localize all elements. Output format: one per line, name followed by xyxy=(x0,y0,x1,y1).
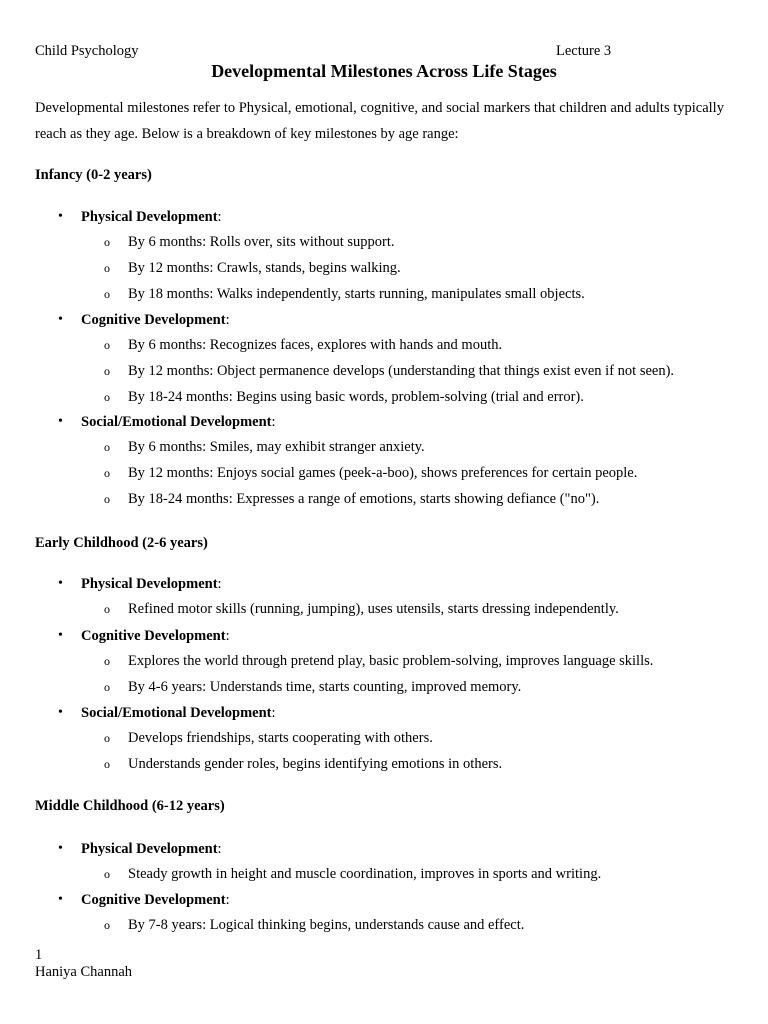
bullet-item: • Social/Emotional Development: xyxy=(58,705,276,721)
sub-bullet-item xyxy=(0,286,768,306)
sub-bullet-text: By 7-8 years: Logical thinking begins, understands cause and effect. xyxy=(128,917,525,933)
sub-bullet-text: By 18-24 months: Begins using basic words, problem-solving (trial and error). xyxy=(128,389,584,405)
sub-bullet-text: Understands gender roles, begins identifying emotions in others. xyxy=(128,756,503,772)
bullet-label: Physical Development xyxy=(81,576,218,592)
sub-bullet-marker: o xyxy=(104,757,110,771)
sub-bullet-text: By 6 months: Smiles, may exhibit stranger anxiety. xyxy=(128,439,425,455)
sub-bullet-marker: o xyxy=(104,338,110,352)
sub-bullet-text: By 12 months: Object permanence develops (understanding that things exist even if not seen). xyxy=(128,363,675,379)
sub-bullet-item xyxy=(0,730,768,750)
header-lecture: Lecture 3 xyxy=(556,43,612,59)
sub-bullet-item xyxy=(0,679,768,699)
sub-bullet-marker: o xyxy=(104,440,110,454)
bullet-marker: • xyxy=(58,892,63,907)
section-heading: Middle Childhood (6-12 years) xyxy=(35,798,225,814)
sub-bullet-text: By 12 months: Crawls, stands, begins walking. xyxy=(128,260,401,276)
sub-bullet-item xyxy=(0,917,768,937)
bullet-label: Cognitive Development xyxy=(81,892,226,908)
sub-bullet-text: By 12 months: Enjoys social games (peek-a-boo), shows preferences for certain people. xyxy=(128,465,638,481)
page-title: Developmental Milestones Across Life Stages xyxy=(211,61,557,81)
bullet-item: • Cognitive Development: xyxy=(58,892,230,908)
bullet-marker: • xyxy=(58,841,63,856)
sub-bullet-text: Steady growth in height and muscle coordination, improves in sports and writing. xyxy=(128,866,602,882)
sub-bullet-item xyxy=(0,866,768,886)
bullet-label: Physical Development xyxy=(81,841,218,857)
bullet-label: Cognitive Development xyxy=(81,628,226,644)
sub-bullet-marker: o xyxy=(104,492,110,506)
bullet-item: • Cognitive Development: xyxy=(58,628,230,644)
sub-bullet-marker: o xyxy=(104,466,110,480)
footer-author: Haniya Channah xyxy=(35,964,133,980)
bullet-marker: • xyxy=(58,312,63,327)
sub-bullet-text: By 4-6 years: Understands time, starts counting, improved memory. xyxy=(128,679,522,695)
sub-bullet-marker: o xyxy=(104,654,110,668)
sub-bullet-item xyxy=(0,363,768,383)
bullet-label: Social/Emotional Development xyxy=(81,414,272,430)
sub-bullet-marker: o xyxy=(104,602,110,616)
sub-bullet-item xyxy=(0,389,768,409)
bullet-item: • Social/Emotional Development: xyxy=(58,414,276,430)
bullet-label: Physical Development xyxy=(81,209,218,225)
sub-bullet-marker: o xyxy=(104,287,110,301)
sub-bullet-marker: o xyxy=(104,235,110,249)
sub-bullet-text: By 6 months: Recognizes faces, explores with hands and mouth. xyxy=(128,337,503,353)
sub-bullet-text: By 6 months: Rolls over, sits without support. xyxy=(128,234,395,250)
sub-bullet-marker: o xyxy=(104,918,110,932)
sub-bullet-marker: o xyxy=(104,731,110,745)
bullet-marker: • xyxy=(58,414,63,429)
sub-bullet-item xyxy=(0,337,768,357)
sub-bullet-marker: o xyxy=(104,867,110,881)
bullet-marker: • xyxy=(58,576,63,591)
sub-bullet-marker: o xyxy=(104,261,110,275)
bullet-label: Cognitive Development xyxy=(81,312,226,328)
sub-bullet-text: Refined motor skills (running, jumping), uses utensils, starts dressing independently. xyxy=(128,601,619,617)
bullet-label: Social/Emotional Development xyxy=(81,705,272,721)
bullet-item: • Cognitive Development: xyxy=(58,312,230,328)
sub-bullet-marker: o xyxy=(104,680,110,694)
sub-bullet-text: By 18-24 months: Expresses a range of emotions, starts showing defiance ("no"). xyxy=(128,491,600,507)
bullet-item: • Physical Development: xyxy=(58,841,222,857)
sub-bullet-text: Explores the world through pretend play, basic problem-solving, improves language skills. xyxy=(128,653,654,669)
sub-bullet-text: Develops friendships, starts cooperating with others. xyxy=(128,730,433,746)
section-heading: Early Childhood (2-6 years) xyxy=(35,535,208,551)
bullet-marker: • xyxy=(58,209,63,224)
sub-bullet-item xyxy=(0,234,768,254)
sub-bullet-marker: o xyxy=(104,364,110,378)
footer-page-number: 1 xyxy=(35,947,43,963)
sub-bullet-item xyxy=(0,756,768,776)
header-course: Child Psychology xyxy=(35,43,139,59)
sub-bullet-item xyxy=(0,601,768,621)
sub-bullet-item xyxy=(0,260,768,280)
sub-bullet-item xyxy=(0,653,768,673)
sub-bullet-item xyxy=(0,439,768,459)
sub-bullet-item xyxy=(0,465,768,485)
section-heading: Infancy (0-2 years) xyxy=(35,167,152,183)
sub-bullet-text: By 18 months: Walks independently, starts running, manipulates small objects. xyxy=(128,286,585,302)
sub-bullet-item xyxy=(0,491,768,511)
bullet-marker: • xyxy=(58,628,63,643)
bullet-item: • Physical Development: xyxy=(58,576,222,592)
bullet-item: • Physical Development: xyxy=(58,209,222,225)
bullet-marker: • xyxy=(58,705,63,720)
sub-bullet-marker: o xyxy=(104,390,110,404)
intro-paragraph: Developmental milestones refer to Physical, emotional, cognitive, and social markers that children and adults typically reach as they age. Below is a breakdown of key milestones by age range: xyxy=(35,100,724,142)
